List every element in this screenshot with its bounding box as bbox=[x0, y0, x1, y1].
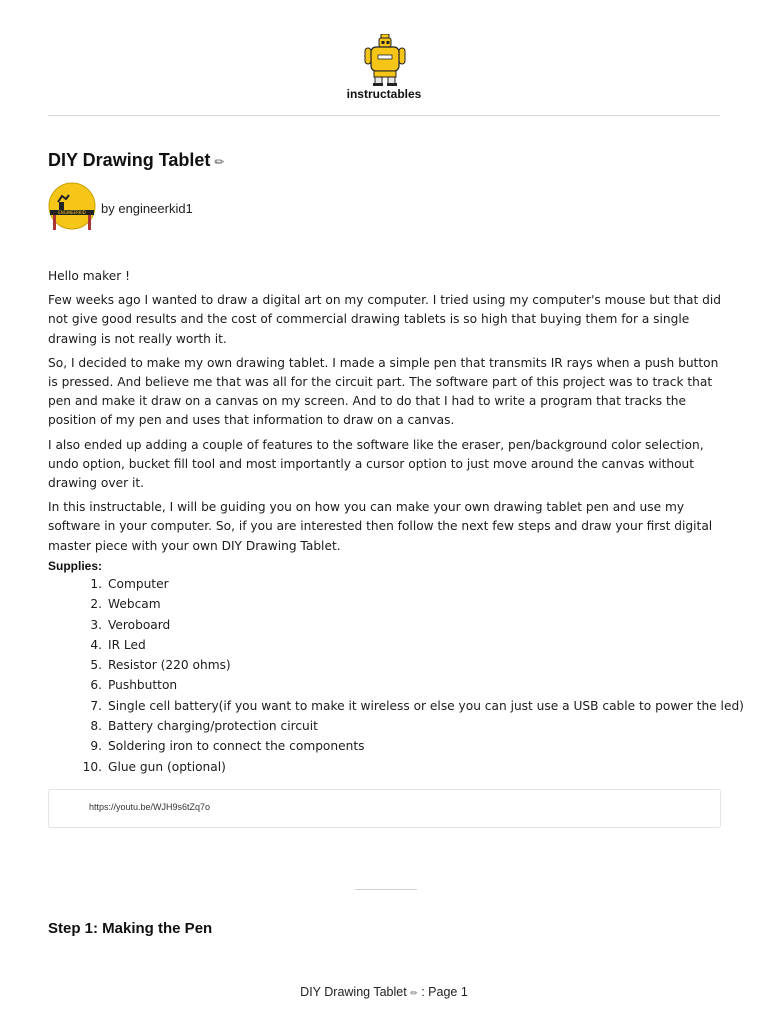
step-heading: Step 1: Making the Pen bbox=[48, 920, 213, 937]
list-item bbox=[48, 594, 730, 614]
pencil-icon: ✏ bbox=[214, 155, 225, 169]
list-text: Soldering iron to connect the components bbox=[108, 739, 365, 754]
list-item bbox=[48, 635, 730, 655]
author-link[interactable]: by engineerkid1 bbox=[101, 201, 193, 216]
footer-title: DIY Drawing Tablet bbox=[300, 985, 407, 999]
avatar[interactable] bbox=[48, 182, 96, 232]
list-number: 1. bbox=[90, 577, 102, 591]
list-number: 9. bbox=[90, 739, 102, 754]
footer-page-label: : Page 1 bbox=[421, 985, 468, 999]
list-number: 4. bbox=[90, 637, 102, 652]
page-header bbox=[0, 0, 768, 116]
header-divider bbox=[48, 115, 720, 116]
title-text: DIY Drawing Tablet bbox=[48, 150, 211, 170]
article-body bbox=[48, 267, 730, 576]
list-item bbox=[48, 696, 744, 716]
footer-pencil-icon: ✏ bbox=[410, 988, 418, 998]
list-number: 3. bbox=[90, 617, 102, 632]
list-item bbox=[48, 716, 730, 736]
paragraph: In this instructable, I will be guiding you on how you can make your own drawing tablet pen and use my software in your computer. So, if you are interested then follow the next few steps and draw your first digital master piece with your own DIY Drawing Tablet. bbox=[48, 500, 713, 553]
list-number: 10. bbox=[82, 759, 102, 774]
paragraph: So, I decided to make my own drawing tablet. I made a simple pen that transmits IR rays when a push button is pressed. And believe me that was all for the circuit part. The software part of this project was to track that pen and make it draw on a canvas on my screen. And to do that I had to write a program that tracks the position of my pen and uses that information to draw on a canvas. bbox=[48, 355, 719, 428]
brand-name[interactable]: instructables bbox=[346, 87, 422, 101]
list-number: 2. bbox=[90, 597, 102, 612]
list-item bbox=[48, 574, 730, 594]
list-text: Glue gun (optional) bbox=[108, 759, 226, 774]
list-item bbox=[48, 675, 730, 695]
list-text: IR Led bbox=[108, 637, 146, 652]
section-divider bbox=[355, 889, 417, 890]
list-text: Single cell battery(if you want to make it wireless or else you can just use a USB cable to power the led) bbox=[108, 698, 744, 713]
list-number: 7. bbox=[90, 698, 102, 713]
avatar-label: ENGINEERKID bbox=[58, 210, 86, 215]
list-text: Webcam bbox=[108, 597, 161, 612]
list-text: Battery charging/protection circuit bbox=[108, 719, 318, 734]
list-number: 8. bbox=[90, 719, 102, 734]
page-title bbox=[48, 150, 224, 171]
list-number: 5. bbox=[90, 658, 102, 673]
list-text: Resistor (220 ohms) bbox=[108, 658, 231, 673]
list-item bbox=[48, 736, 730, 756]
list-number: 6. bbox=[90, 678, 102, 693]
list-text: Computer bbox=[108, 577, 169, 591]
supplies-heading: Supplies: bbox=[48, 558, 103, 573]
list-item bbox=[48, 757, 730, 777]
instructables-robot-logo-icon[interactable] bbox=[362, 34, 408, 86]
video-embed[interactable] bbox=[48, 789, 721, 828]
list-item bbox=[48, 615, 730, 635]
supplies-list bbox=[48, 574, 744, 777]
paragraph: I also ended up adding a couple of features to the software like the eraser, pen/background color selection, undo option, bucket fill tool and most importantly a cursor option to just move around the canvas without drawing over it. bbox=[48, 437, 704, 491]
paragraph: Few weeks ago I wanted to draw a digital art on my computer. I tried using my computer's mouse but that did not give good results and the cost of commercial drawing tablets is so high that buying them for a single drawing is not really worth it. bbox=[48, 293, 722, 346]
list-text: Pushbutton bbox=[108, 678, 178, 693]
video-link[interactable]: https://youtu.be/WJH9s6tZq7o bbox=[89, 802, 211, 812]
list-text: Veroboard bbox=[108, 617, 171, 632]
paragraph: Hello maker ! bbox=[48, 269, 130, 283]
list-item bbox=[48, 655, 730, 675]
page-footer bbox=[0, 985, 768, 999]
